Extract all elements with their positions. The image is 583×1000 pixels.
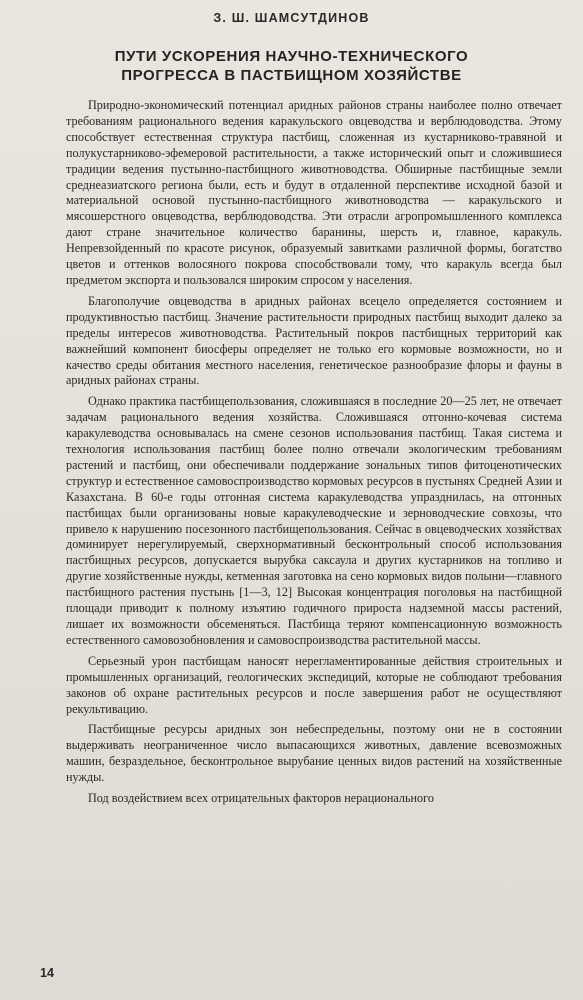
paragraph: Пастбищные ресурсы аридных зон небеспредельны, поэтому они не в состоянии выдерживать неограниченное число выпасающихся животных, давление всевозможных машин, безраздельное, бесконтрольное вырубание ценных видов растений на хозяйственные нужды.: [66, 722, 562, 785]
title-line-2: ПРОГРЕССА В ПАСТБИЩНОМ ХОЗЯЙСТВЕ: [121, 67, 462, 84]
author-name: З. Ш. ШАМСУТДИНОВ: [213, 11, 370, 25]
article-title: [0, 47, 583, 85]
article-body: [66, 98, 562, 812]
paragraph: Однако практика пастбищепользования, сложившаяся в последние 20—25 лет, не отвечает задачам рационального ведения хозяйства. Сложившаяся отгонно-кочевая система каракулеводства основывалась на смене сезонов использования пастбищ. Такая система и технология использования пастбищ более полно отвечали экологическим требованиям растений и пастбищ, они обеспечивали поддержание зональных типов фитоценотических структур и естественное самовоспроизводство кормовых ресурсов в пустынях Средней Азии и Казахстана. В 60-е годы отгонная система каракулеводства упразднилась, на отгонных пастбищах были организованы новые каракулеводческие и зерноводческие совхозы, что привело к нарушению посезонного пастбищепользования. Сейчас в овцеводческих хозяйствах доминирует нерегулируемый, сверхнормативный бесконтрольный способ использования пастбищных ресурсов, допускается вырубка саксаула и других кустарников на топливо и другие хозяйственные нужды, кетменная заготовка на сено кормовых видов полыни—главного пастбищного растения пустынь [1—3, 12] Высокая концентрация поголовья на пастбищной площади приводит к полному изъятию годичного прироста надземной массы растений, лишает их возможности обсеменяться. Пастбища теряют компенсационную возможность естественного самовозобновления и самовоспроизводства растительной массы.: [66, 394, 562, 647]
paragraph: Благополучие овцеводства в аридных районах всецело определяется состоянием и продуктивностью пастбищ. Значение растительности природных пастбищ выходит далеко за пределы интересов животноводства. Растительный покров пастбищных территорий как важнейший компонент биосферы определяет не только его кормовые возможности, но и качество среды обитания местного населения, генетическое разнообразие флоры и фауны в аридных районах страны.: [66, 293, 562, 388]
paragraph: Под воздействием всех отрицательных факторов нерационального: [88, 791, 434, 806]
paragraph: Серьезный урон пастбищам наносят нерегламентированные действия строительных и промышленных организаций, геологических экспедиций, которые не соблюдают требования законов об охране растительных ресурсов и после завершения работ не осуществляют рекультивацию.: [66, 653, 562, 716]
title-line-1: ПУТИ УСКОРЕНИЯ НАУЧНО-ТЕХНИЧЕСКОГО: [114, 48, 469, 65]
page-number: 14: [40, 966, 54, 980]
paragraph: Природно-экономический потенциал аридных районов страны наиболее полно отвечает требованиям рационального ведения каракульского овцеводства и верблюдоводства. Этому способствует естественная структура пастбищ, сложенная из кустарниково-травяной и полукустарниково-эфемеровой растительности, а также исторический опыт и сложившиеся традиции ведения пустынно-пастбищного животноводства. Обширные пастбищные земли среднеазиатского региона были, есть и будут в отдаленной перспективе исходной базой и материальной основой пустынно-пастбищного животноводства — каракульского и мясошерстного овцеводства, верблюдоводства. Эти отрасли агропромышленного комплекса дают стране значительное количество баранины, шерсть и, главное, каракуль. Непревзойденный по красоте рисунок, образуемый завитками различной формы, богатство цветов и оттенков волосяного покрова способствовали тому, что каракуль всегда был предметом экспорта и пользовался широким спросом у населения.: [66, 98, 562, 287]
